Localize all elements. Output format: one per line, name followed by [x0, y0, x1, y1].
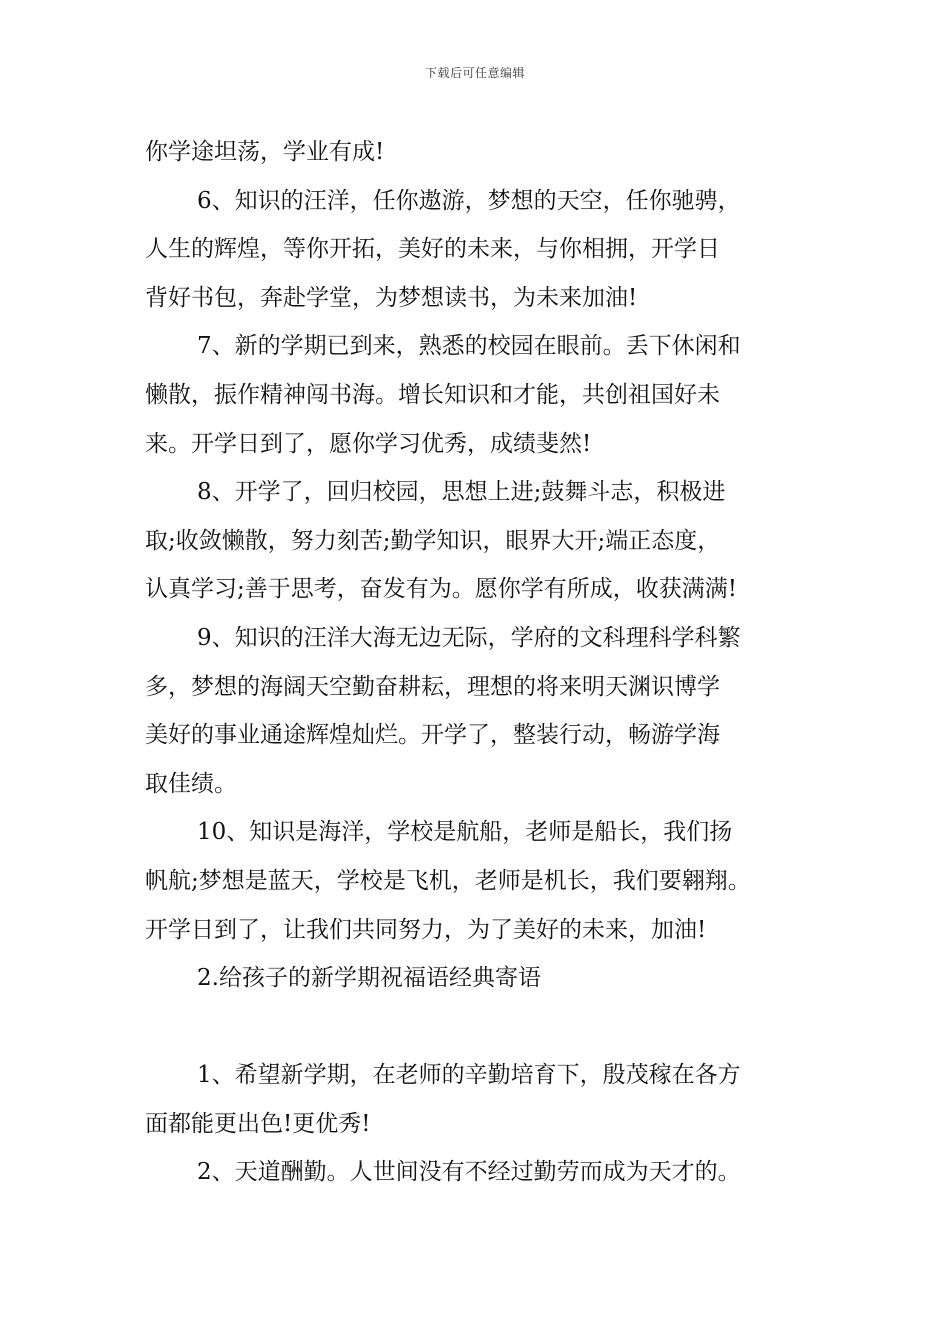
text-line: 取;收敛懒散，努力刻苦;勤学知识，眼界大开;端正态度， [145, 527, 721, 554]
text-line: 1、希望新学期，在老师的辛勤培育下，殷茂稼在各方 [197, 1062, 741, 1089]
text-line: 10、知识是海洋，学校是航船，老师是船长，我们扬 [197, 819, 733, 846]
text-line: 8、开学了，回归校园，思想上进;鼓舞斗志，积极进 [197, 479, 726, 506]
text-line: 7、新的学期已到来，熟悉的校园在眼前。丢下休闲和 [197, 333, 741, 360]
blank-line [145, 1003, 820, 1052]
page-header: 下载后可任意编辑 [424, 66, 525, 80]
text-line: 多，梦想的海阔天空勤奋耕耘，理想的将来明天渊识博学 [145, 673, 720, 700]
document-body [145, 128, 820, 1197]
text-line: 人生的辉煌，等你开拓，美好的未来，与你相拥，开学日 [145, 236, 720, 263]
text-line: 来。开学日到了，愿你学习优秀，成绩斐然! [145, 430, 592, 457]
text-line: 面都能更出色!更优秀! [145, 1110, 371, 1137]
text-line: 6、知识的汪洋，任你遨游，梦想的天空，任你驰骋， [197, 187, 741, 214]
text-line: 你学途坦荡，学业有成! [145, 139, 385, 165]
text-line: 取佳绩。 [145, 770, 237, 797]
text-line: 2、天道酬勤。人世间没有不经过勤劳而成为天才的。 [197, 1159, 741, 1186]
text-line: 认真学习;善于思考，奋发有为。愿你学有所成，收获满满! [145, 576, 737, 603]
text-line: 开学日到了，让我们共同努力，为了美好的未来，加油! [145, 916, 707, 943]
section-heading: 2.给孩子的新学期祝福语经典寄语 [197, 965, 541, 992]
text-line: 背好书包，奔赴学堂，为梦想读书，为未来加油! [145, 284, 638, 311]
text-line: 懒散，振作精神闯书海。增长知识和才能，共创祖国好未 [145, 381, 720, 408]
text-line: 9、知识的汪洋大海无边无际，学府的文科理科学科繁 [197, 624, 741, 651]
text-line: 帆航;梦想是蓝天，学校是飞机，老师是机长，我们要翱翔。 [145, 867, 751, 894]
text-line: 美好的事业通途辉煌灿烂。开学了，整装行动，畅游学海 [145, 722, 720, 749]
